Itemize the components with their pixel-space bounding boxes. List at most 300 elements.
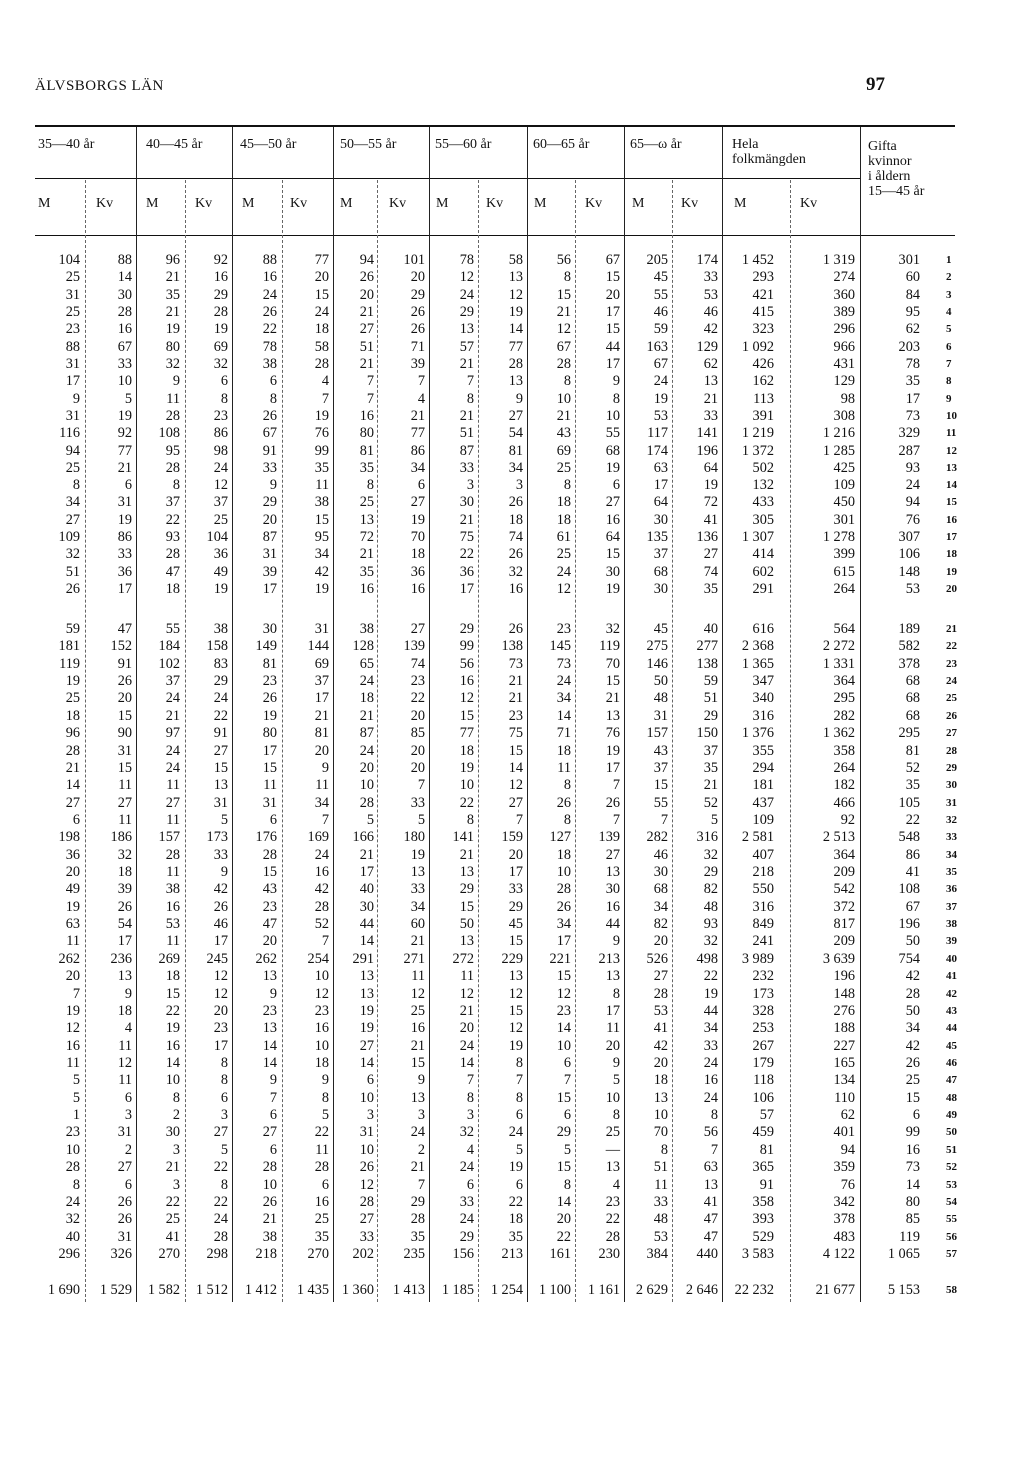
table-cell: 21 (508, 690, 523, 707)
table-cell: 162 (752, 373, 774, 390)
table-cell: 14 (359, 933, 374, 950)
table-cell: 450 (833, 494, 855, 511)
table-cell: 23 (65, 321, 80, 338)
table-cell: 138 (501, 638, 523, 655)
table-cell: 32 (703, 846, 718, 863)
table-cell: 340 (752, 690, 774, 707)
table-cell: 20 (262, 933, 277, 950)
subheader-men: M (534, 196, 547, 211)
table-cell: 29 (262, 494, 277, 511)
table-cell: 18 (556, 846, 571, 863)
table-cell: 22 (605, 1211, 620, 1228)
table-cell: 53 (653, 1228, 668, 1245)
table-cell: 6 (515, 1107, 523, 1124)
table-cell: 179 (752, 1055, 774, 1071)
table-cell: 22 (213, 1159, 228, 1176)
table-cell: 16 (65, 1037, 80, 1054)
table-cell: 33 (703, 407, 718, 424)
table-cell: 80 (262, 725, 277, 742)
table-cell: 18 (459, 742, 474, 759)
table-cell: 17 (905, 390, 920, 407)
table-cell: 27 (213, 742, 228, 759)
table-cell: 8 (269, 390, 277, 407)
table-cell: 16 (165, 1037, 180, 1054)
subheader-women: Kv (800, 196, 818, 211)
table-cell: 32 (165, 355, 180, 372)
table-cell: 21 (165, 707, 180, 724)
table-cell: 31 (117, 1124, 132, 1141)
table-cell: 31 (314, 621, 329, 637)
table-cell: 13 (213, 777, 228, 794)
table-cell: 19 (508, 1159, 523, 1176)
table-cell: 19 (314, 407, 329, 424)
table-cell: 92 (840, 811, 855, 828)
table-cell: 27 (605, 846, 620, 863)
table-cell: 26 (410, 321, 425, 338)
table-cell: 1 216 (822, 425, 855, 442)
table-cell: 14 (359, 1055, 374, 1071)
row-number: 4 (946, 305, 952, 318)
table-cell: 149 (255, 638, 277, 655)
table-cell: 83 (213, 655, 228, 672)
table-cell: 82 (653, 916, 668, 933)
table-cell: 20 (359, 286, 374, 303)
table-cell: 16 (410, 581, 425, 598)
table-cell: 11 (66, 933, 80, 950)
total-cell: 1 161 (587, 1282, 620, 1298)
table-cell: 245 (206, 950, 228, 967)
row-number: 50 (946, 1126, 957, 1139)
table-cell: 17 (556, 933, 571, 950)
table-cell: 29 (459, 621, 474, 637)
table-cell: 10 (165, 1072, 180, 1089)
subheader-women: Kv (585, 196, 603, 211)
table-cell: 15 (653, 777, 668, 794)
table-cell: 41 (165, 1228, 180, 1245)
table-cell: 30 (653, 864, 668, 881)
table-cell: 34 (314, 546, 329, 563)
table-cell: 11 (166, 864, 180, 881)
table-cell: 11 (606, 1020, 620, 1037)
table-cell: 213 (598, 950, 620, 967)
table-cell: 29 (459, 881, 474, 898)
table-cell: 282 (833, 707, 855, 724)
table-cell: 19 (653, 390, 668, 407)
table-cell: 26 (508, 621, 523, 637)
table-cell: 267 (752, 1037, 774, 1054)
table-cell: 21 (165, 303, 180, 320)
table-cell: 29 (410, 286, 425, 303)
table-cell: 44 (605, 916, 620, 933)
table-cell: 7 (515, 1072, 523, 1089)
table-cell: 22 (213, 707, 228, 724)
table-cell: 28 (556, 881, 571, 898)
table-cell: 17 (508, 864, 523, 881)
table-cell: 3 639 (822, 950, 855, 967)
table-cell: 13 (508, 373, 523, 390)
table-cell: 33 (459, 1193, 474, 1210)
table-cell: 3 (220, 1107, 228, 1124)
table-cell: 81 (314, 725, 329, 742)
table-cell: 39 (410, 355, 425, 372)
table-cell: 6 (612, 477, 620, 494)
table-cell: 4 122 (822, 1245, 855, 1262)
total-cell: 1 412 (244, 1282, 277, 1298)
table-cell: 14 (117, 269, 132, 286)
table-cell: 11 (654, 1176, 668, 1193)
table-cell: 6 (912, 1107, 920, 1124)
table-cell: 20 (65, 864, 80, 881)
table-cell: 19 (605, 742, 620, 759)
table-cell: 13 (262, 968, 277, 985)
table-cell: 19 (213, 581, 228, 598)
table-cell: 24 (508, 1124, 523, 1141)
table-cell: 564 (833, 621, 855, 637)
table-cell: 2 272 (822, 638, 855, 655)
table-cell: 20 (314, 269, 329, 286)
table-cell: 1 376 (741, 725, 774, 742)
table-cell: 1 307 (741, 529, 774, 546)
table-cell: 35 (703, 581, 718, 598)
table-cell: 407 (752, 846, 774, 863)
table-cell: 24 (459, 1037, 474, 1054)
header-bottom-rule (35, 235, 955, 236)
row-number: 47 (946, 1074, 957, 1087)
table-cell: 20 (410, 742, 425, 759)
table-cell: 76 (905, 511, 920, 528)
table-cell: 49 (65, 881, 80, 898)
table-cell: 3 (172, 1176, 180, 1193)
table-cell: 295 (898, 725, 920, 742)
table-cell: 14 (556, 1020, 571, 1037)
table-cell: 5 (612, 1072, 620, 1089)
table-cell: 20 (213, 1002, 228, 1019)
table-cell: 28 (314, 355, 329, 372)
subheader-men: M (734, 196, 747, 211)
table-cell: 221 (549, 950, 571, 967)
table-cell: 19 (314, 581, 329, 598)
table-cell: 23 (65, 1124, 80, 1141)
table-cell: 181 (58, 638, 80, 655)
table-cell: 437 (752, 794, 774, 811)
table-cell: 7 (321, 933, 329, 950)
table-cell: 20 (605, 286, 620, 303)
table-cell: 91 (117, 655, 132, 672)
table-cell: 74 (508, 529, 523, 546)
table-cell: 12 (556, 321, 571, 338)
table-cell: 18 (508, 1211, 523, 1228)
table-cell: 11 (118, 1072, 132, 1089)
table-cell: 86 (905, 846, 920, 863)
table-cell: 4 (124, 1020, 132, 1037)
table-cell: 5 (515, 1141, 523, 1158)
table-cell: 360 (833, 286, 855, 303)
table-cell: 81 (508, 442, 523, 459)
table-cell: 64 (605, 529, 620, 546)
table-cell: 53 (165, 916, 180, 933)
table-cell: 2 513 (822, 829, 855, 846)
table-cell: 141 (696, 425, 718, 442)
table-cell: 43 (653, 742, 668, 759)
table-cell: 29 (459, 303, 474, 320)
table-cell: 26 (117, 1211, 132, 1228)
table-cell: 291 (752, 581, 774, 598)
table-cell: 60 (905, 269, 920, 286)
row-number: 43 (946, 1004, 957, 1017)
table-cell: 264 (833, 759, 855, 776)
table-cell: 22 (410, 690, 425, 707)
table-cell: 64 (653, 494, 668, 511)
table-cell: 15 (262, 864, 277, 881)
table-cell: 1 372 (741, 442, 774, 459)
table-cell: 301 (898, 252, 920, 268)
table-cell: 11 (166, 811, 180, 828)
table-cell: 28 (213, 1228, 228, 1245)
table-cell: 91 (213, 725, 228, 742)
table-cell: 8 (660, 1141, 668, 1158)
table-cell: 75 (459, 529, 474, 546)
table-cell: 184 (158, 638, 180, 655)
table-cell: 8 (563, 477, 571, 494)
row-number: 25 (946, 692, 957, 705)
row-number: 32 (946, 813, 957, 826)
subheader-men: M (340, 196, 353, 211)
table-cell: 129 (696, 338, 718, 355)
table-cell: 37 (703, 742, 718, 759)
row-number: 10 (946, 409, 957, 422)
table-cell: 18 (117, 864, 132, 881)
table-cell: 62 (840, 1107, 855, 1124)
table-cell: 15 (410, 1055, 425, 1071)
table-cell: 20 (459, 1020, 474, 1037)
subheader-men: M (146, 196, 159, 211)
table-cell: 19 (508, 1037, 523, 1054)
table-cell: 69 (314, 655, 329, 672)
table-cell: 20 (653, 933, 668, 950)
table-cell: 35 (314, 459, 329, 476)
table-cell: 18 (359, 690, 374, 707)
table-cell: 13 (459, 933, 474, 950)
table-cell: 24 (359, 673, 374, 690)
table-cell: 26 (508, 494, 523, 511)
row-number: 8 (946, 375, 952, 388)
table-cell: 1 219 (741, 425, 774, 442)
table-cell: 33 (117, 355, 132, 372)
table-cell: 28 (556, 355, 571, 372)
table-cell: 96 (165, 252, 180, 268)
table-cell: 98 (213, 442, 228, 459)
table-cell: 26 (262, 690, 277, 707)
row-number: 35 (946, 866, 957, 879)
row-number: 42 (946, 987, 957, 1000)
table-cell: 14 (508, 321, 523, 338)
table-cell: 6 (220, 373, 228, 390)
table-cell: 108 (158, 425, 180, 442)
table-cell: 14 (262, 1055, 277, 1071)
table-cell: 15 (117, 759, 132, 776)
table-cell: 41 (703, 1193, 718, 1210)
table-cell: 51 (653, 1159, 668, 1176)
table-cell: 10 (605, 1089, 620, 1106)
table-cell: 5 (366, 811, 374, 828)
table-cell: 1 (72, 1107, 80, 1124)
table-cell: 7 (466, 1072, 474, 1089)
table-cell: 72 (359, 529, 374, 546)
table-cell: 81 (262, 655, 277, 672)
table-cell: 18 (556, 511, 571, 528)
table-cell: 53 (905, 581, 920, 598)
table-cell: 196 (833, 968, 855, 985)
table-cell: 23 (314, 1002, 329, 1019)
table-cell: 9 (72, 390, 80, 407)
table-cell: 18 (65, 707, 80, 724)
married-women-header: i åldern (868, 169, 911, 184)
table-cell: 32 (508, 563, 523, 580)
table-cell: 91 (262, 442, 277, 459)
total-cell: 1 690 (47, 1282, 80, 1298)
table-cell: 20 (359, 759, 374, 776)
total-cell: 1 435 (296, 1282, 329, 1298)
table-cell: 28 (605, 1228, 620, 1245)
table-cell: 9 (269, 477, 277, 494)
table-cell: 24 (165, 742, 180, 759)
table-cell: 18 (410, 546, 425, 563)
table-cell: 42 (314, 881, 329, 898)
table-cell: 21 (359, 846, 374, 863)
table-cell: 33 (117, 546, 132, 563)
table-cell: 68 (905, 707, 920, 724)
subheader-women: Kv (195, 196, 213, 211)
table-cell: 8 (72, 477, 80, 494)
table-cell: 141 (452, 829, 474, 846)
row-number: 15 (946, 496, 957, 509)
table-cell: 298 (206, 1245, 228, 1262)
table-cell: 174 (646, 442, 668, 459)
table-cell: 67 (653, 355, 668, 372)
table-cell: 9 (269, 985, 277, 1002)
table-cell: 276 (833, 1002, 855, 1019)
table-cell: 10 (65, 1141, 80, 1158)
table-cell: 22 (165, 1002, 180, 1019)
subheader-men: M (632, 196, 645, 211)
row-number: 37 (946, 900, 957, 913)
table-cell: 28 (65, 1159, 80, 1176)
table-cell: 20 (508, 846, 523, 863)
table-cell: 44 (605, 338, 620, 355)
table-cell: 3 (124, 1107, 132, 1124)
table-cell: 16 (314, 864, 329, 881)
table-cell: 529 (752, 1228, 774, 1245)
table-cell: 19 (213, 321, 228, 338)
column-rule (860, 127, 861, 1302)
table-cell: 19 (65, 1002, 80, 1019)
table-cell: 3 989 (741, 950, 774, 967)
table-cell: 87 (459, 442, 474, 459)
table-cell: 63 (653, 459, 668, 476)
table-cell: 119 (899, 1228, 920, 1245)
total-cell: 1 413 (392, 1282, 425, 1298)
table-cell: 25 (905, 1072, 920, 1089)
table-cell: 46 (703, 303, 718, 320)
table-cell: 35 (905, 373, 920, 390)
total-cell: 1 582 (147, 1282, 180, 1298)
table-cell: 13 (508, 269, 523, 286)
table-cell: 399 (833, 546, 855, 563)
table-cell: 6 (515, 1176, 523, 1193)
table-cell: 74 (703, 563, 718, 580)
table-cell: 99 (905, 1124, 920, 1141)
table-cell: 270 (158, 1245, 180, 1262)
table-cell: 21 (459, 1002, 474, 1019)
table-cell: 287 (898, 442, 920, 459)
row-number: 45 (946, 1039, 957, 1052)
table-cell: 92 (117, 425, 132, 442)
table-cell: 25 (165, 1211, 180, 1228)
table-cell: 21 (314, 707, 329, 724)
table-cell: 77 (459, 725, 474, 742)
table-cell: 27 (165, 794, 180, 811)
table-cell: 13 (410, 864, 425, 881)
table-cell: 80 (905, 1193, 920, 1210)
table-cell: 14 (165, 1055, 180, 1071)
table-cell: 27 (703, 546, 718, 563)
table-cell: 104 (206, 529, 228, 546)
table-cell: 24 (703, 1055, 718, 1071)
age-group-header: 45—50 år (240, 137, 297, 152)
table-cell: 440 (696, 1245, 718, 1262)
table-cell: 24 (556, 563, 571, 580)
table-cell: 17 (605, 303, 620, 320)
total-cell: 1 512 (195, 1282, 228, 1298)
table-cell: 393 (752, 1211, 774, 1228)
table-cell: 42 (314, 563, 329, 580)
table-cell: 30 (605, 563, 620, 580)
table-cell: 6 (321, 1176, 329, 1193)
table-cell: 203 (898, 338, 920, 355)
table-cell: 301 (833, 511, 855, 528)
table-cell: 56 (459, 655, 474, 672)
table-cell: 28 (262, 1159, 277, 1176)
row-number: 14 (946, 479, 957, 492)
table-cell: 31 (65, 355, 80, 372)
table-cell: 21 (165, 1159, 180, 1176)
running-head: ÄLVSBORGS LÄN (35, 78, 164, 94)
table-cell: 25 (359, 494, 374, 511)
table-cell: 56 (556, 252, 571, 268)
table-cell: 8 (220, 1055, 228, 1071)
table-cell: 28 (359, 794, 374, 811)
table-cell: 25 (556, 546, 571, 563)
table-cell: 42 (653, 1037, 668, 1054)
table-cell: 11 (411, 968, 425, 985)
table-cell: 31 (117, 494, 132, 511)
table-cell: 9 (612, 373, 620, 390)
table-cell: 21 (65, 759, 80, 776)
table-cell: 58 (314, 338, 329, 355)
table-cell: 50 (905, 1002, 920, 1019)
table-cell: 18 (165, 581, 180, 598)
table-cell: 80 (165, 338, 180, 355)
table-cell: 18 (117, 1002, 132, 1019)
table-cell: 17 (459, 581, 474, 598)
table-cell: 19 (459, 759, 474, 776)
row-number: 5 (946, 323, 952, 336)
table-cell: 21 (410, 1037, 425, 1054)
table-cell: 378 (833, 1211, 855, 1228)
table-cell: 95 (905, 303, 920, 320)
table-cell: 28 (262, 846, 277, 863)
table-cell: 95 (314, 529, 329, 546)
